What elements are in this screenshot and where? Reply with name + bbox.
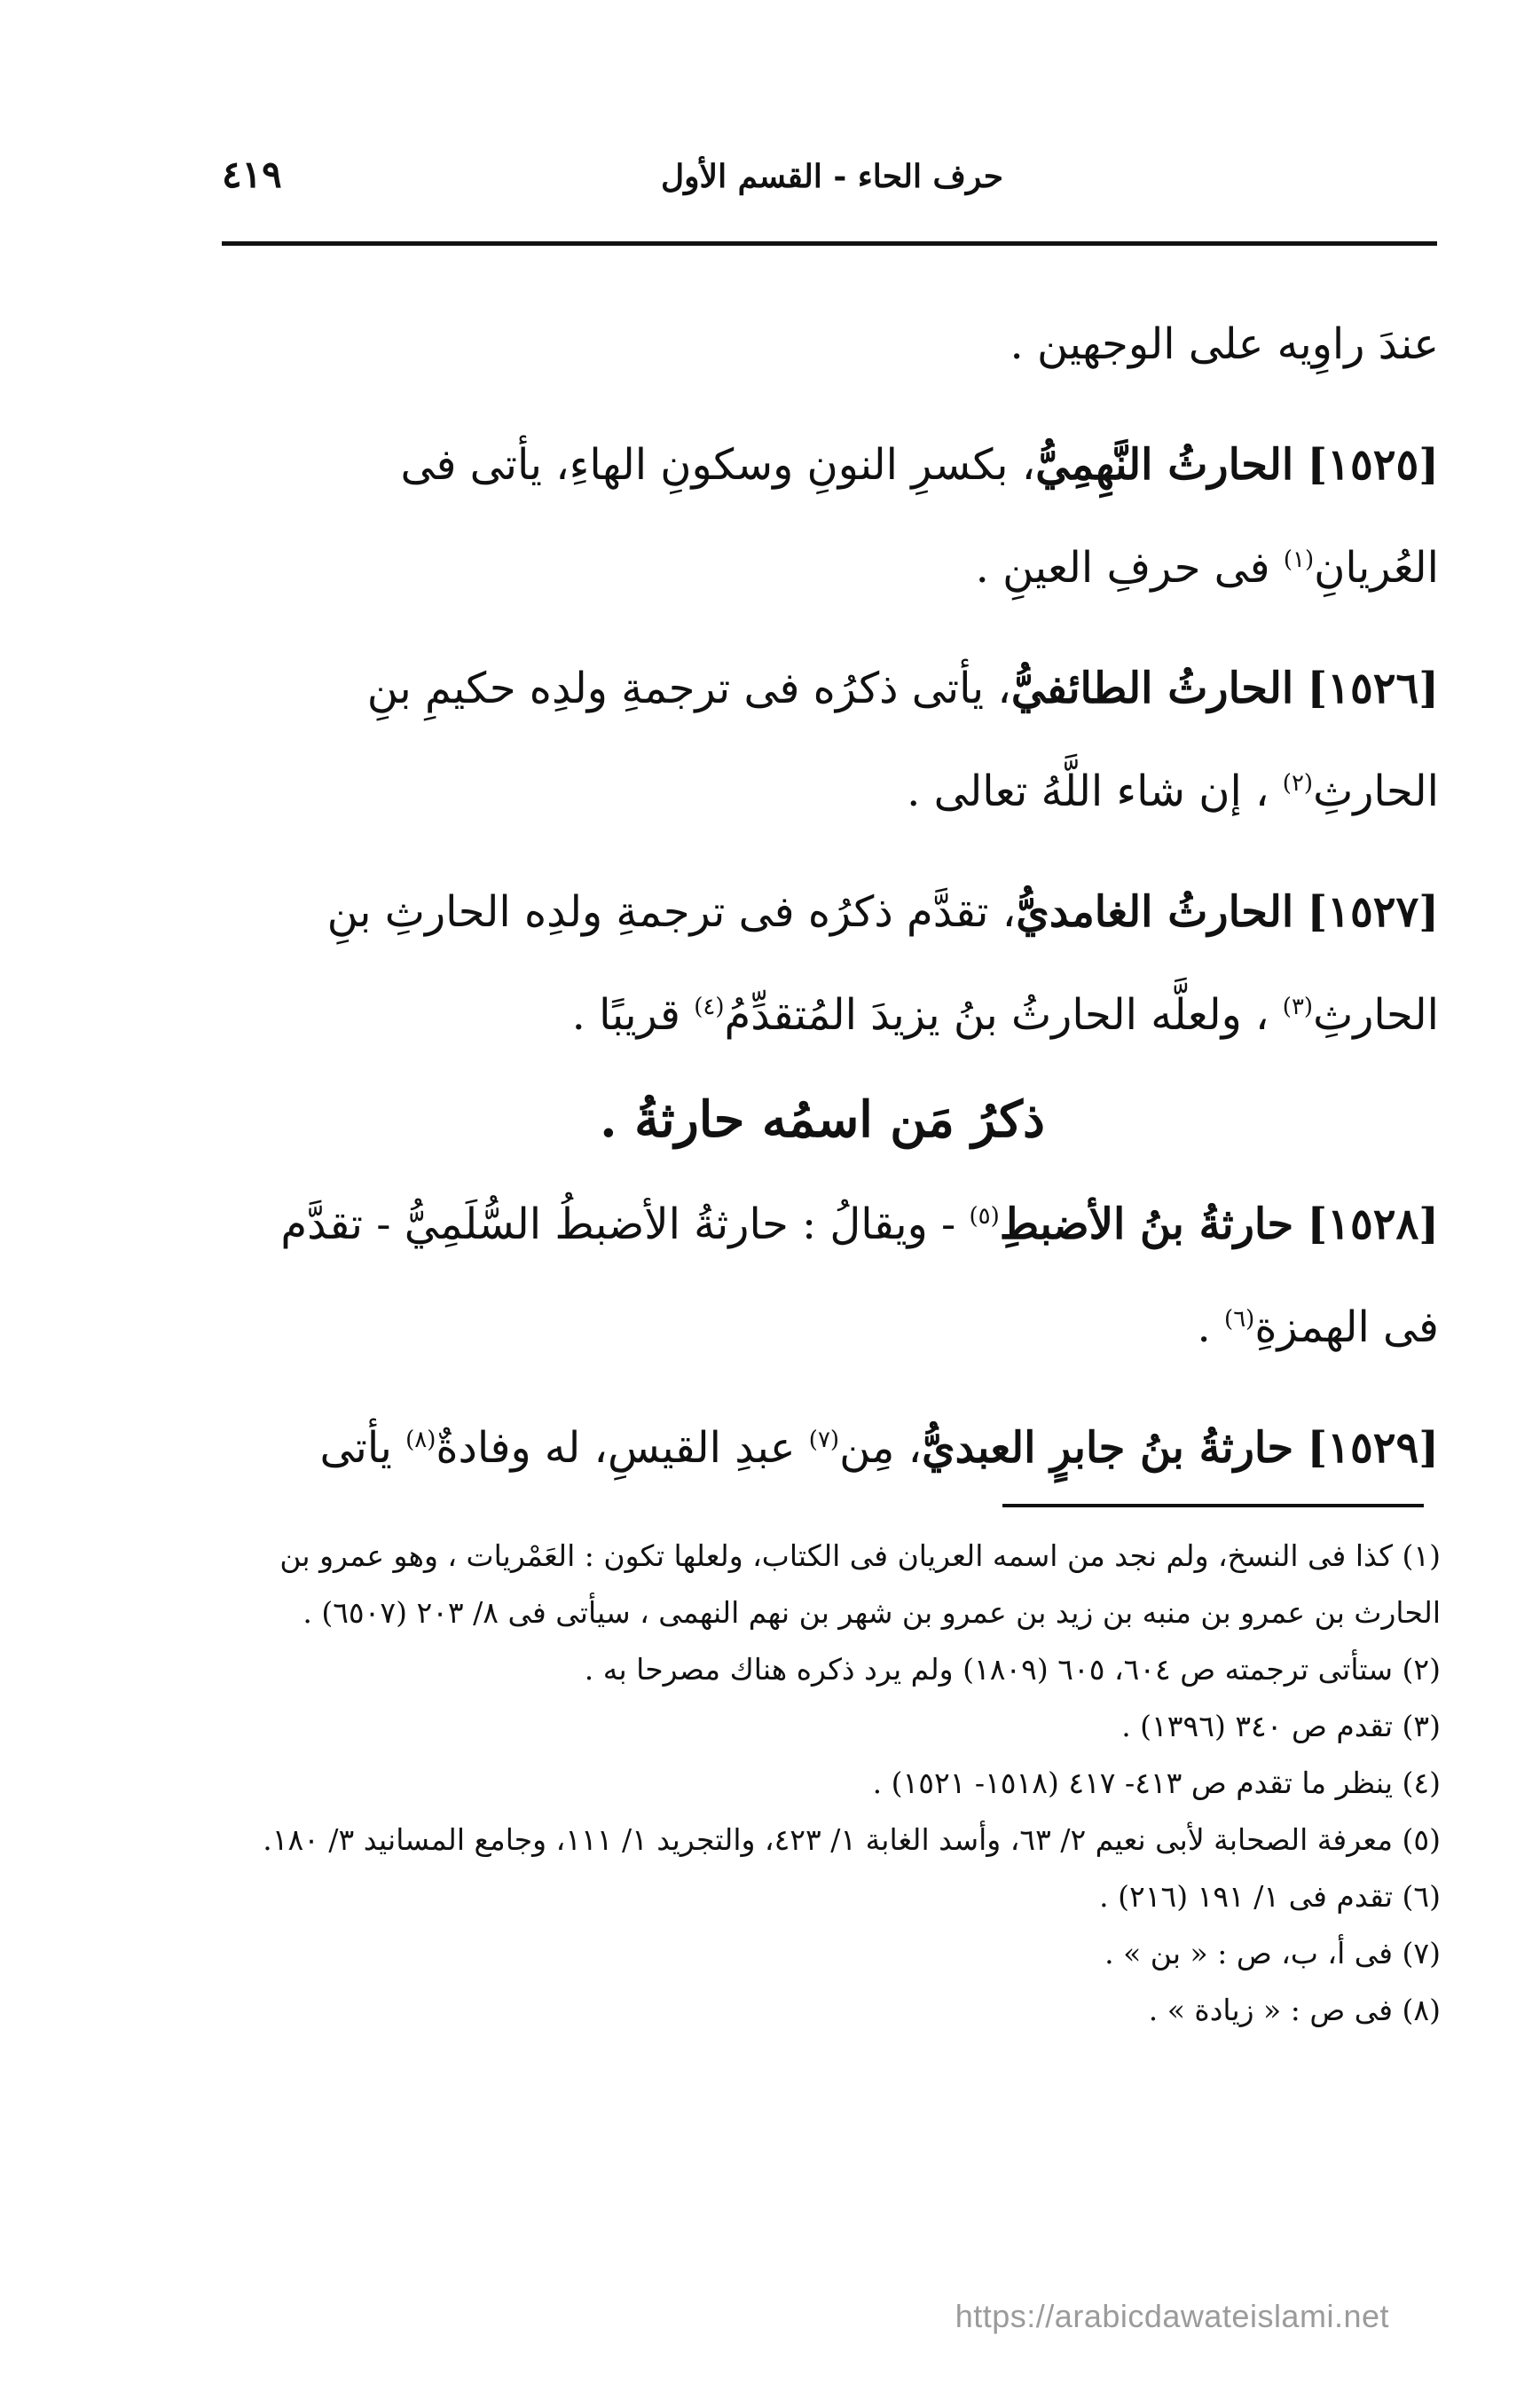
footnote-3: (٣) تقدم ص ٣٤٠ (١٣٩٦) . — [1121, 1709, 1441, 1743]
main-text — [206, 293, 1439, 1499]
entry-text: عبدِ القيسِ، له وفادةٌ — [436, 1423, 809, 1473]
footnote-ref[interactable]: (٢) — [1282, 770, 1314, 797]
entry-name: حارثةُ بنُ جابرٍ العبديُّ — [922, 1423, 1294, 1473]
footnote-1: (١) كذا فى النسخ، ولم نجد من اسمه العريان فى الكتاب، ولعلها تكون : العَمْريات ، وهو عمرو بن — [279, 1538, 1441, 1573]
footnote-ref[interactable]: (٤) — [694, 994, 725, 1020]
entry-text: - ويقالُ : حارثةُ الأضبطُ السُّلَمِيُّ - تقدَّم — [280, 1200, 970, 1249]
entry-text: ، مِن — [839, 1423, 923, 1473]
entry-number: [١٥٢٦] — [1307, 664, 1439, 713]
footnote-7: (٧) فى أ، ب، ص : « بن » . — [1104, 1936, 1441, 1970]
entry-text: العُريانِ — [1314, 543, 1439, 593]
entry-1528-line-2 — [206, 1276, 1439, 1379]
spacer — [206, 1379, 1439, 1396]
footnote-ref[interactable]: (٧) — [808, 1427, 840, 1453]
page-number: ٤١٩ — [222, 153, 282, 196]
header-rule — [222, 241, 1437, 246]
footnote-2: (٢) ستأتى ترجمته ص ٦٠٤، ٦٠٥ (١٨٠٩) ولم يرد ذكره هناك مصرحا به . — [584, 1652, 1441, 1687]
footnote-4: (٤) ينظر ما تقدم ص ٤١٣- ٤١٧ (١٥١٨- ١٥٢١) . — [872, 1766, 1441, 1800]
entry-text: ، بكسرِ النونِ وسكونِ الهاءِ، يأتى فى — [400, 440, 1036, 490]
entry-text: يأتى — [319, 1423, 406, 1473]
section-heading: ذكرُ مَن اسمُه حارثةُ . — [600, 1090, 1045, 1149]
footnotes — [206, 1528, 1441, 2039]
entry-name: الحارثُ النَّهِمِيُّ — [1035, 440, 1294, 490]
entry-text: ، يأتى ذكرُه فى ترجمةِ ولدِه حكيمِ بنِ — [366, 664, 1011, 713]
entry-text: ، ولعلَّه الحارثُ بنُ يزيدَ المُتقدِّمُ — [724, 990, 1283, 1040]
footnote-ref[interactable]: (٣) — [1282, 994, 1314, 1020]
footnote-6: (٦) تقدم فى ١/ ١٩١ (٢١٦) . — [1099, 1879, 1441, 1914]
footnote-ref[interactable]: (٦) — [1224, 1306, 1255, 1333]
running-title: حرف الحاء - القسم الأول — [661, 158, 1003, 195]
text-line — [206, 293, 1439, 396]
entry-name: الحارثُ الطائفيُّ — [1010, 664, 1294, 713]
footnote-5: (٥) معرفة الصحابة لأبى نعيم ٢/ ٦٣، وأسد الغابة ١/ ٤٢٣، والتجريد ١/ ١١١، وجامع المسانيد ٣/ ١٨٠. — [263, 1822, 1441, 1857]
entry-1525-line-2 — [206, 516, 1439, 619]
footnote-1-cont: الحارث بن عمرو بن منبه بن زيد بن عمرو بن شهر بن نهم النهمى ، سيأتى فى ٨/ ٢٠٣ (٦٥٠٧) . — [302, 1595, 1441, 1630]
spacer — [206, 619, 1439, 637]
entry-text: ، إن شاء اللَّهُ تعالى . — [907, 767, 1283, 816]
footnote-ref[interactable]: (٥) — [969, 1203, 1000, 1230]
footnote-rule — [1002, 1504, 1424, 1507]
entry-1525-line-1 — [206, 413, 1439, 516]
entry-1527-line-2 — [206, 964, 1439, 1066]
entry-text: ، تقدَّم ذكرُه فى ترجمةِ ولدِه الحارثِ بنِ — [326, 887, 1017, 937]
entry-1528-line-1 — [206, 1173, 1439, 1276]
entry-text: الحارثِ — [1313, 767, 1439, 816]
entry-number: [١٥٢٩] — [1307, 1423, 1439, 1473]
entry-1527-line-1 — [206, 861, 1439, 964]
entry-number: [١٥٢٧] — [1307, 887, 1439, 937]
entry-text: فى الهمزةِ — [1254, 1302, 1439, 1352]
entry-text: الحارثِ — [1313, 990, 1439, 1040]
entry-1526-line-2 — [206, 740, 1439, 843]
footnote-8: (٨) فى ص : « زيادة » . — [1148, 1993, 1441, 2027]
entry-name: حارثةُ بنُ الأضبطِ — [999, 1200, 1294, 1249]
page-header — [222, 153, 1437, 215]
entry-number: [١٥٢٨] — [1307, 1200, 1439, 1249]
footnote-ref[interactable]: (٨) — [405, 1427, 436, 1453]
entry-number: [١٥٢٥] — [1307, 440, 1439, 490]
entry-name: الحارثُ الغامديُّ — [1016, 887, 1294, 937]
footnote-ref[interactable]: (١) — [1283, 547, 1315, 573]
entry-1529-line-1 — [206, 1396, 1439, 1499]
entry-text: فى حرفِ العينِ . — [975, 543, 1284, 593]
entry-text: . — [1197, 1302, 1225, 1352]
entry-text: قريبًا . — [571, 990, 695, 1040]
continuation-text: عندَ راوِيه على الوجهين . — [1010, 319, 1439, 369]
entry-1526-line-1 — [206, 637, 1439, 740]
spacer — [206, 843, 1439, 861]
watermark-url: https://arabicdawateislami.net — [955, 2298, 1389, 2334]
spacer — [206, 396, 1439, 413]
